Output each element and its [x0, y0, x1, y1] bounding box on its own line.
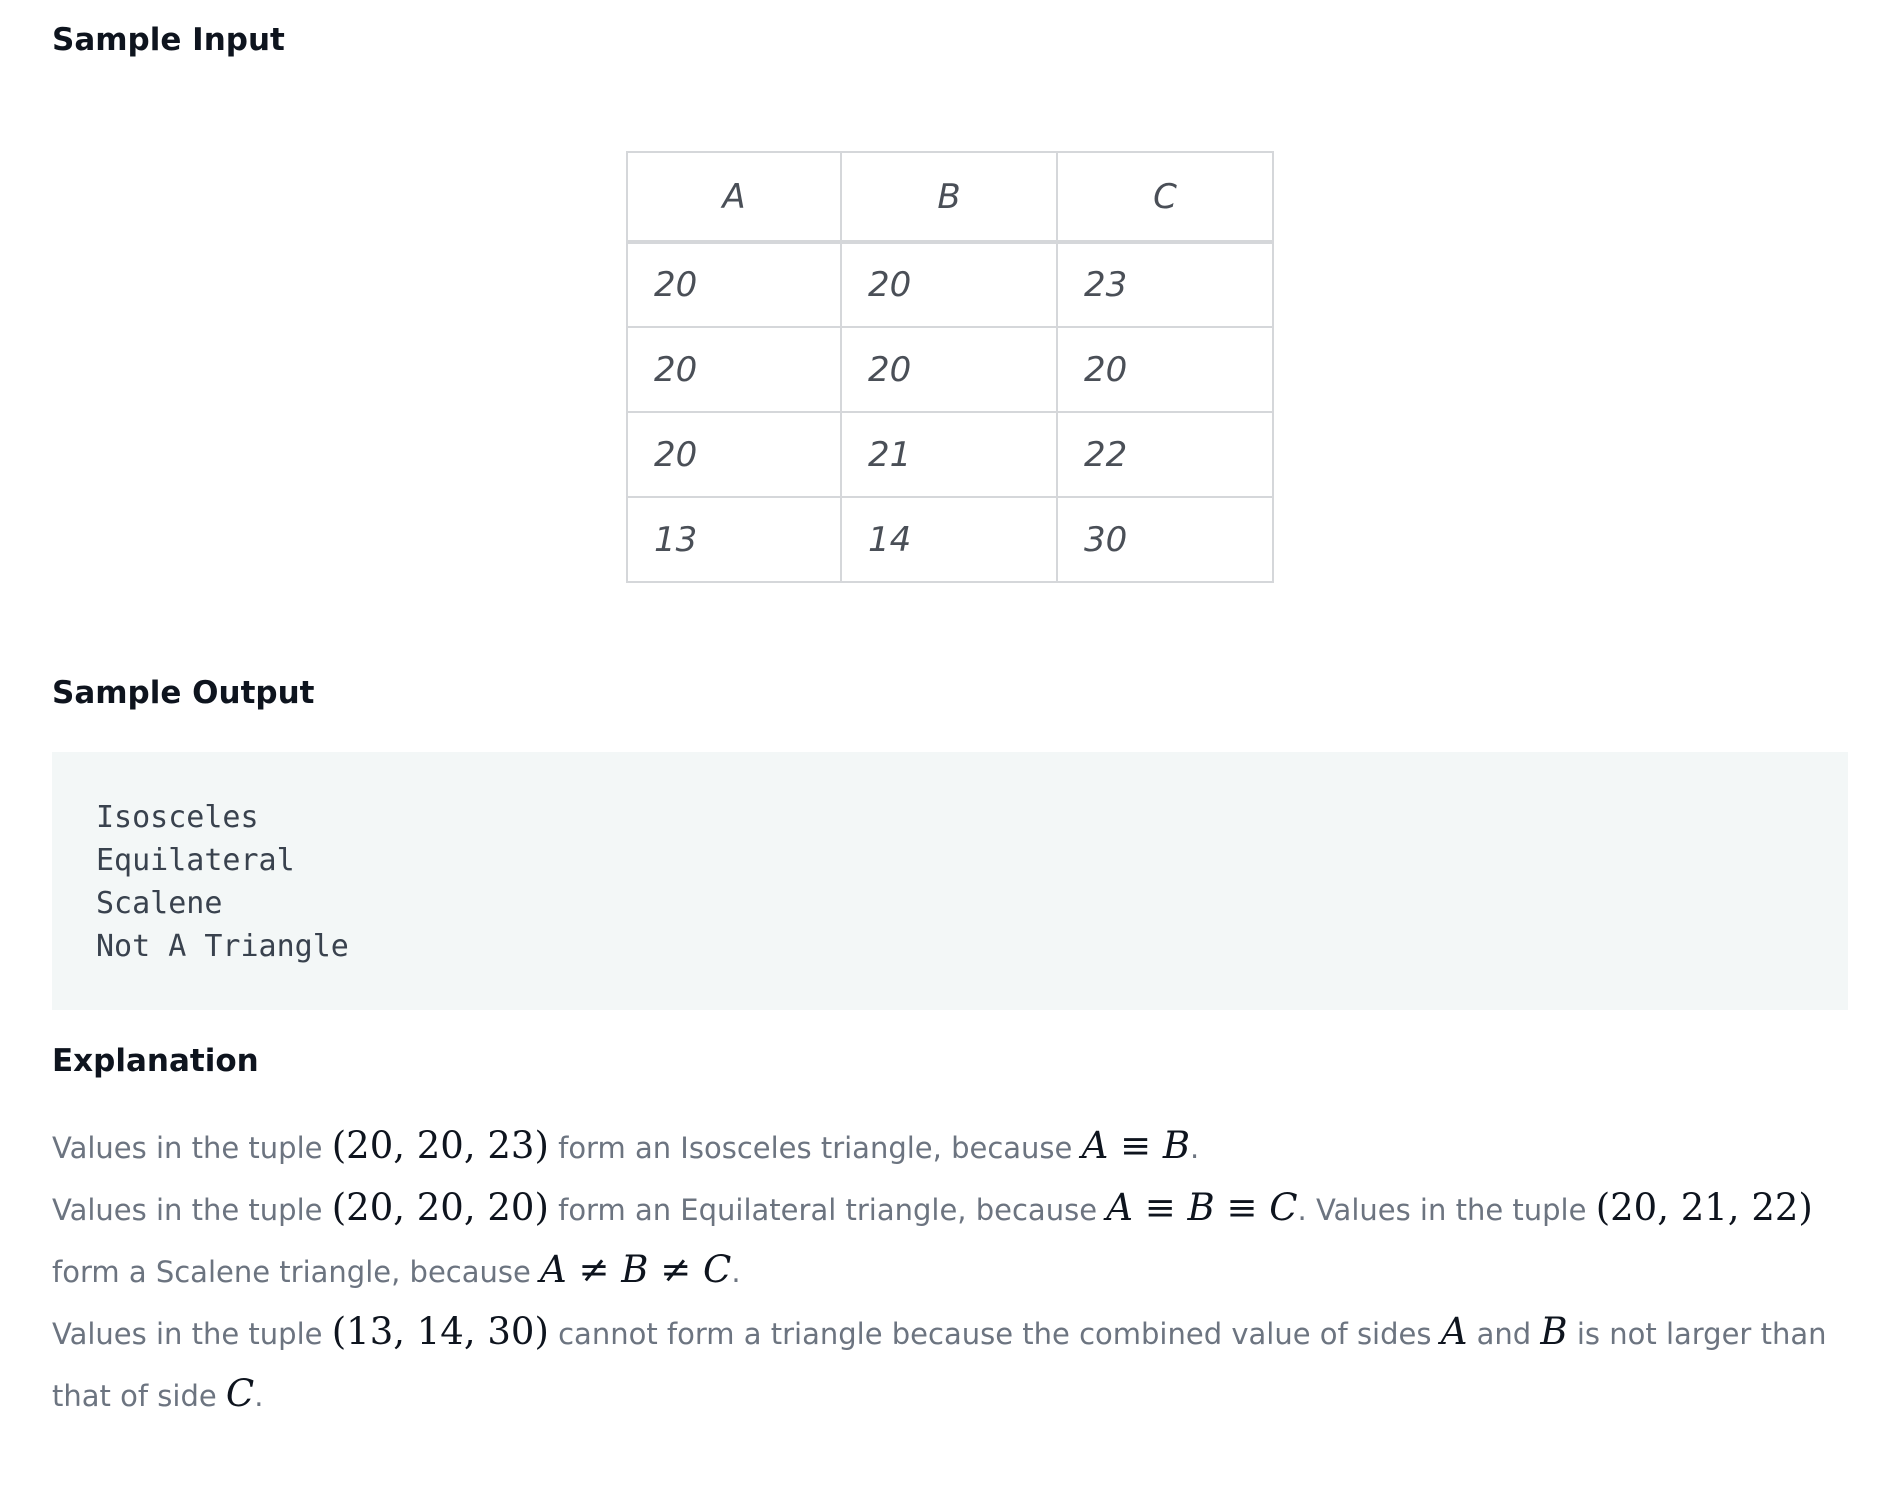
side-variable: C — [225, 1372, 255, 1415]
explanation-text: cannot form a triangle because the combined value of sides — [548, 1317, 1441, 1351]
table-cell: 21 — [841, 412, 1057, 497]
side-a-math — [1441, 1310, 1468, 1353]
tuple-math: (20, 20, 20) — [331, 1186, 549, 1229]
explanation-body — [52, 1116, 1852, 1426]
table-cell: 20 — [627, 412, 841, 497]
explanation-text: . Values in the tuple — [1297, 1193, 1596, 1227]
explanation-text: . — [1190, 1131, 1200, 1165]
side-c-math — [226, 1372, 254, 1415]
explanation-text: form an Equilateral triangle, because — [548, 1193, 1107, 1227]
side-variable: B — [1540, 1310, 1568, 1353]
explanation-text: form an Isosceles triangle, because — [548, 1131, 1082, 1165]
condition-expression: A ≡ B — [1081, 1124, 1191, 1167]
column-header-a: A — [627, 152, 841, 242]
explanation-text: Values in the tuple — [52, 1193, 332, 1227]
column-header-c: C — [1057, 152, 1273, 242]
sample-input-table — [626, 151, 1274, 583]
table-cell: 20 — [627, 327, 841, 412]
column-header-b: B — [841, 152, 1057, 242]
output-line: Scalene — [96, 886, 223, 921]
sample-input-table-wrapper — [626, 151, 1274, 583]
condition-math — [540, 1248, 731, 1291]
condition-math — [1082, 1124, 1190, 1167]
output-line: Equilateral — [96, 843, 295, 878]
output-line: Isosceles — [96, 800, 259, 835]
explanation-text: Values in the tuple — [52, 1131, 332, 1165]
tuple-math: (20, 21, 22) — [1595, 1186, 1813, 1229]
table-row — [627, 497, 1273, 582]
table-cell: 20 — [1057, 327, 1273, 412]
table-row — [627, 327, 1273, 412]
explanation-paragraph-not-triangle — [52, 1302, 1852, 1426]
explanation-paragraph-isosceles — [52, 1116, 1852, 1178]
table-row — [627, 242, 1273, 327]
tuple-math: (20, 20, 23) — [331, 1124, 549, 1167]
table-cell: 20 — [841, 242, 1057, 327]
sample-input-heading: Sample Input — [52, 22, 285, 58]
table-row — [627, 412, 1273, 497]
condition-expression: A ≡ B ≡ C — [1106, 1186, 1298, 1229]
sample-output-heading: Sample Output — [52, 675, 315, 711]
table-cell: 23 — [1057, 242, 1273, 327]
table-cell: 20 — [627, 242, 841, 327]
table-cell: 20 — [841, 327, 1057, 412]
table-cell: 14 — [841, 497, 1057, 582]
explanation-heading: Explanation — [52, 1043, 259, 1079]
explanation-paragraph-equilateral-scalene — [52, 1178, 1852, 1302]
explanation-text: . — [731, 1255, 741, 1289]
explanation-text: Values in the tuple — [52, 1317, 332, 1351]
side-b-math — [1540, 1310, 1567, 1353]
explanation-text: form a Scalene triangle, because — [52, 1255, 541, 1289]
explanation-text: is not larger than that of side — [52, 1317, 1827, 1413]
explanation-text: . — [254, 1379, 264, 1413]
table-cell: 22 — [1057, 412, 1273, 497]
explanation-text: and — [1467, 1317, 1541, 1351]
table-cell: 30 — [1057, 497, 1273, 582]
sample-output-code-block[interactable] — [52, 752, 1848, 1010]
table-header-row — [627, 152, 1273, 242]
table-cell: 13 — [627, 497, 841, 582]
condition-math — [1106, 1186, 1297, 1229]
condition-expression: A ≠ B ≠ C — [540, 1248, 732, 1291]
output-line: Not A Triangle — [96, 929, 349, 964]
side-variable: A — [1440, 1310, 1468, 1353]
tuple-math: (13, 14, 30) — [331, 1310, 549, 1353]
